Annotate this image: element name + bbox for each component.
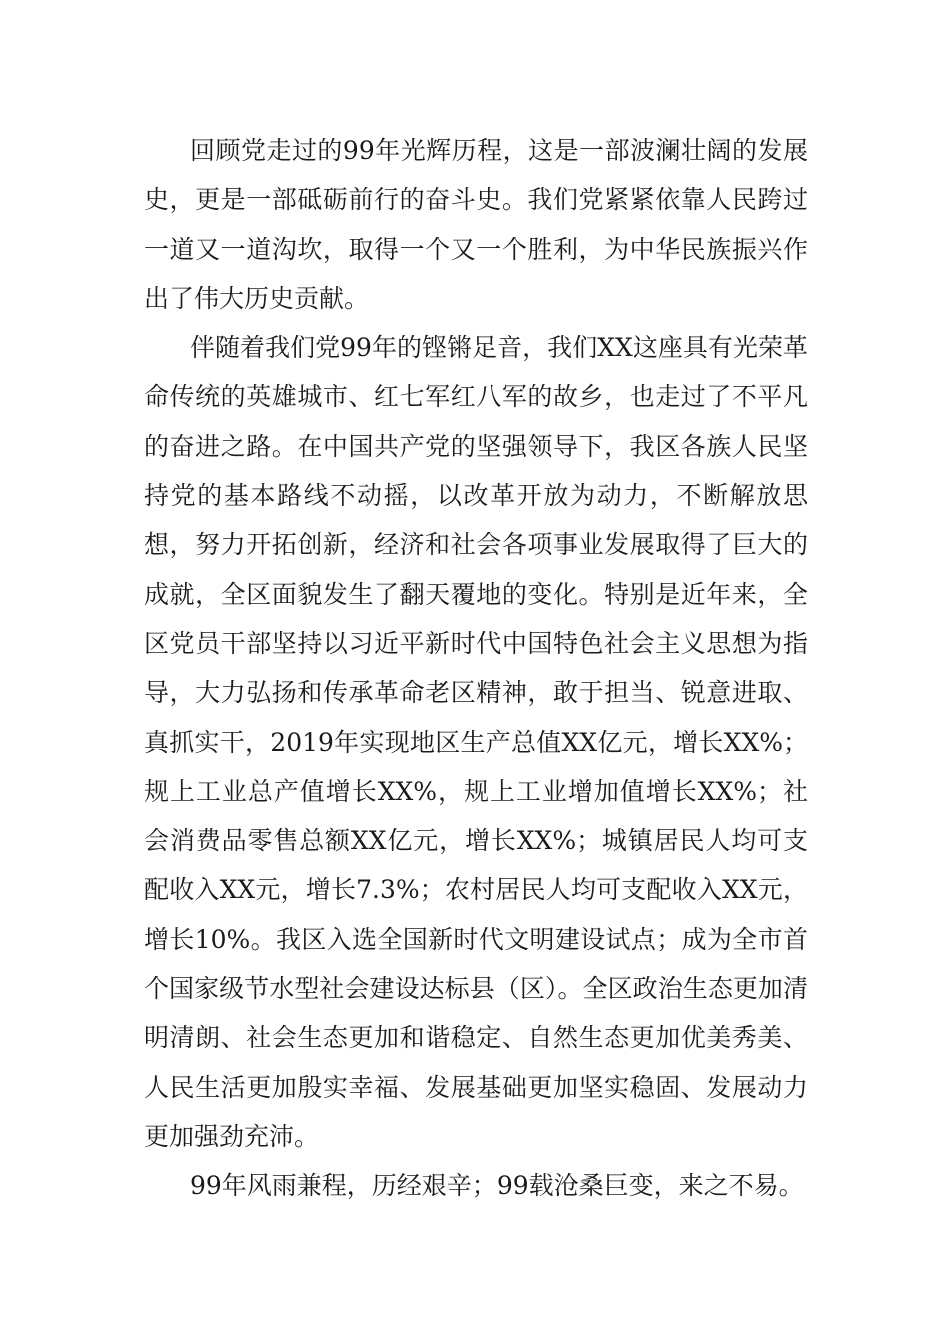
paragraph-review-history: 回顾党走过的99年光辉历程，这是一部波澜壮阔的发展史，更是一部砥砺前行的奋斗史。我们党紧紧依靠人民跨过一道又一道沟坎，取得一个又一个胜利，为中华民族振兴作出了伟大历史贡献。	[144, 136, 808, 313]
document-body	[144, 126, 808, 1211]
paragraph-closing: 99年风雨兼程，历经艰辛；99载沧桑巨变，来之不易。	[190, 1171, 804, 1201]
paragraph-district-achievements: 伴随着我们党99年的铿锵足音，我们XX这座具有光荣革命传统的英雄城市、红七军红八军的故乡，也走过了不平凡的奋进之路。在中国共产党的坚强领导下，我区各族人民坚持党的基本路线不动摇，以改革开放为动力，不断解放思想，努力开拓创新，经济和社会各项事业发展取得了巨大的成就，全区面貌发生了翻天覆地的变化。特别是近年来，全区党员干部坚持以习近平新时代中国特色社会主义思想为指导，大力弘扬和传承革命老区精神，敢于担当、锐意进取、真抓实干，2019年实现地区生产总值XX亿元，增长XX%；规上工业总产值增长XX%，规上工业增加值增长XX%；社会消费品零售总额XX亿元，增长XX%；城镇居民人均可支配收入XX元，增长7.3%；农村居民人均可支配收入XX元，增长10%。我区入选全国新时代文明建设试点；成为全市首个国家级节水型社会建设达标县（区）。全区政治生态更加清明清朗、社会生态更加和谐稳定、自然生态更加优美秀美、人民生活更加殷实幸福、发展基础更加坚实稳固、发展动力更加强劲充沛。	[144, 333, 808, 1151]
